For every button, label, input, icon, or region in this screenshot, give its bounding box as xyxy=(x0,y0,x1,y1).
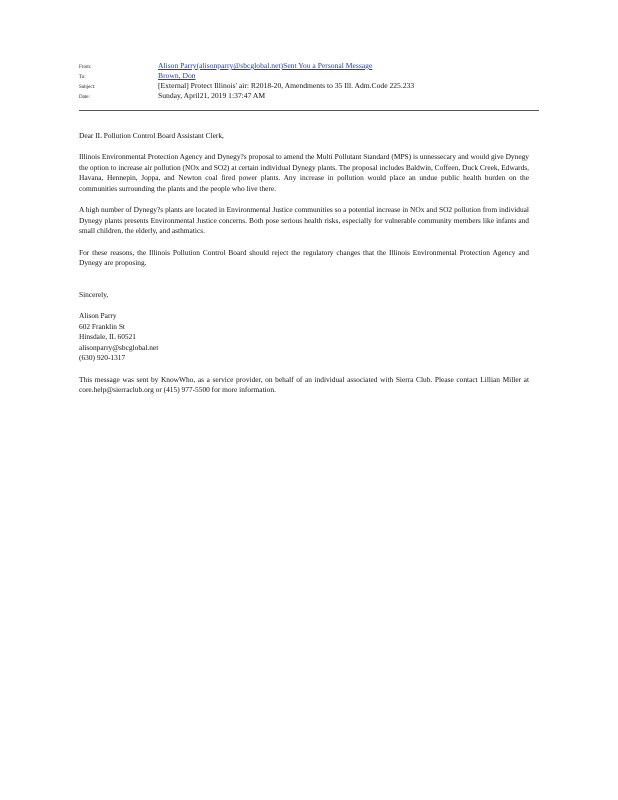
signature-city: Hinsdale, IL 60521 xyxy=(79,332,136,342)
paragraph-1: Illinois Environmental Protection Agency and Dynegy?s proposal to amend the Multi Pollutant Standard (MPS) is unnessecary and would give Dynegy the option to increase air pollution (NOx and SO2) at certain individual Dynegy plants. The proposal includes Baldwin, Coffeen, Duck Creek, Edwards, Havana, Hennepin, Joppa, and Newton coal fired power plants. Any increase in pollution would place an undue public health burden on the communities surrounding the plants and the people who live there. xyxy=(79,152,529,193)
email-body xyxy=(79,131,529,406)
signature-block xyxy=(79,311,529,364)
signature-phone: (630) 920-1317 xyxy=(79,353,126,363)
from-label: From: xyxy=(79,65,92,70)
subject-label: Subject: xyxy=(79,85,96,90)
greeting: Dear IL Pollution Control Board Assistant Clerk, xyxy=(79,131,224,140)
date-label: Date: xyxy=(79,95,90,100)
to-value[interactable]: Brown, Don xyxy=(158,71,196,80)
to-label: To: xyxy=(79,75,86,80)
from-row xyxy=(79,61,539,71)
signature-street: 602 Franklin St xyxy=(79,321,125,331)
date-row xyxy=(79,91,539,101)
date-value: Sunday, April21, 2019 1:37:47 AM xyxy=(158,91,266,100)
footer-note: This message was sent by KnowWho, as a service provider, on behalf of an individual associated with Sierra Club. Please contact Lillian Miller at core.help@sierraclub.org or (415) 977-5500 for more information. xyxy=(79,374,529,395)
email-header xyxy=(79,61,539,101)
signature-email: alisonparry@sbcglobal.net xyxy=(79,342,159,352)
paragraph-3: For these reasons, the Illinois Pollution Control Board should reject the regulatory changes that the Illinois Environmental Protection Agency and Dynegy are proposing. xyxy=(79,247,529,268)
from-value[interactable]: Alison Parry(alisonparry@sbcglobal.net)Sent You a Personal Message xyxy=(158,61,373,70)
to-row xyxy=(79,71,539,81)
paragraph-2: A high number of Dynegy?s plants are located in Environmental Justice communities so a potential increase in NOx and SO2 pollution from individual Dynegy plants presents Environmental Justice concerns. Both pose serious health risks, especially for vulnerable community members like infants and small children, the elderly, and asthmatics. xyxy=(79,205,529,236)
subject-row xyxy=(79,81,539,91)
signature-name: Alison Parry xyxy=(79,311,117,321)
closing: Sincerely, xyxy=(79,289,109,299)
subject-value: [External] Protect Illinois' air: R2018-20, Amendments to 35 Ill. Adm.Code 225.233 xyxy=(158,81,415,90)
header-divider xyxy=(79,110,539,111)
